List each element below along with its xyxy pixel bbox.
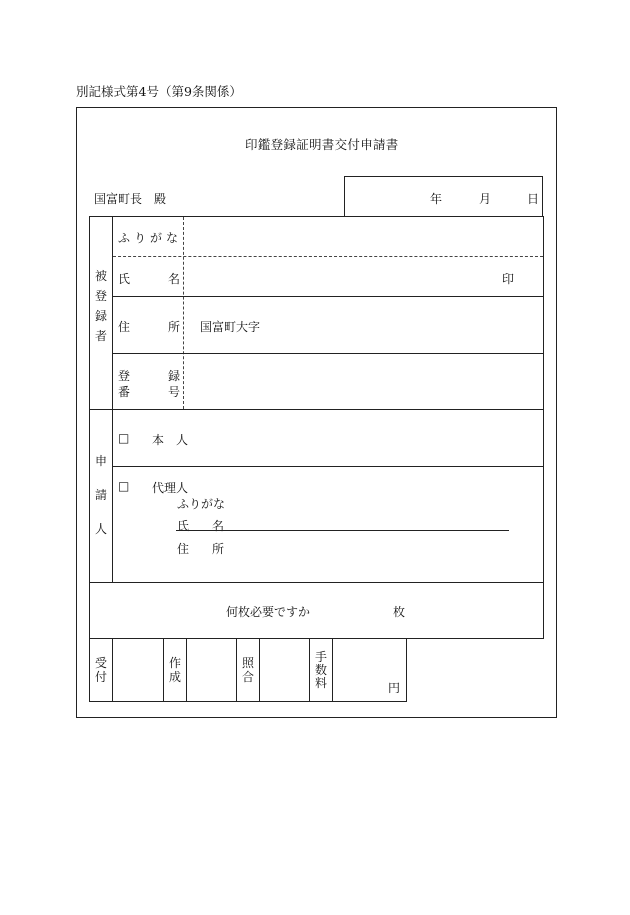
reg-num-label-1b: 録 <box>168 369 181 383</box>
fee-unit: 円 <box>388 681 401 695</box>
reg-num-label-1a: 登 <box>118 369 131 383</box>
address-divider <box>113 353 543 354</box>
agent-address-label-2: 所 <box>212 542 225 556</box>
table-right-line <box>543 216 544 638</box>
table-left-line <box>89 216 90 638</box>
form-title: 印鑑登録証明書交付申請書 <box>245 137 399 152</box>
office-divider-5 <box>259 638 260 701</box>
address-label-2: 所 <box>168 320 181 334</box>
office-divider-6 <box>309 638 310 701</box>
office-divider-3 <box>186 638 187 701</box>
applicant-section-label: 申 請 人 <box>94 454 107 536</box>
agent-name-label-1: 氏 <box>177 519 190 533</box>
section-label-divider <box>112 216 113 582</box>
office-divider-1 <box>112 638 113 701</box>
table-top-line <box>89 216 544 217</box>
office-divider-7 <box>332 638 333 701</box>
count-unit: 枚 <box>393 605 406 619</box>
furigana-divider <box>113 256 543 257</box>
self-divider <box>113 466 543 467</box>
office-divider-2 <box>163 638 164 701</box>
furigana-field[interactable] <box>185 218 542 255</box>
reg-num-label-2a: 番 <box>118 385 131 399</box>
date-box <box>344 176 543 217</box>
fee-label: 手 数 料 <box>314 650 327 690</box>
agent-name-underline[interactable] <box>176 530 509 531</box>
office-left-line <box>89 638 90 701</box>
agent-address-label-1: 住 <box>177 542 190 556</box>
reg-num-label-2b: 号 <box>168 385 181 399</box>
name-label-1: 氏 <box>118 272 131 286</box>
address-label-1: 住 <box>118 320 131 334</box>
verified-label: 照 合 <box>241 656 254 684</box>
name-field[interactable] <box>185 258 495 295</box>
name-label-2: 名 <box>168 272 181 286</box>
applicant-bottom-line <box>89 582 544 583</box>
agent-checkbox[interactable]: □ <box>118 479 130 493</box>
registrant-bottom-line <box>89 409 544 410</box>
furigana-label: ふりがな <box>118 231 183 245</box>
office-right-line <box>406 638 407 701</box>
registrant-section-label: 被 登 録 者 <box>94 269 107 343</box>
count-bottom-line <box>89 638 544 639</box>
created-label: 作 成 <box>168 656 181 684</box>
agent-name-label-2: 名 <box>212 519 225 533</box>
date-day: 日 <box>527 192 540 206</box>
self-checkbox[interactable]: □ <box>118 431 130 445</box>
registrant-label-divider <box>183 217 184 409</box>
office-divider-4 <box>236 638 237 701</box>
date-month: 月 <box>479 192 492 206</box>
agent-label: 代理人 <box>152 481 189 495</box>
address-value[interactable]: 国富町大字 <box>200 320 261 334</box>
form-header-note: 別記様式第4号（第9条関係） <box>76 84 242 99</box>
count-field[interactable] <box>320 596 388 622</box>
name-divider <box>113 296 543 297</box>
received-label: 受 付 <box>94 656 107 684</box>
office-bottom-line <box>89 701 407 702</box>
self-label: 本 人 <box>152 433 189 447</box>
date-year: 年 <box>430 192 443 206</box>
reg-num-field[interactable] <box>185 355 542 408</box>
addressee: 国富町長 殿 <box>94 192 167 206</box>
count-question: 何枚必要ですか <box>226 605 311 619</box>
seal-mark: 印 <box>502 272 515 286</box>
agent-furigana-label: ふりがな <box>177 497 226 511</box>
